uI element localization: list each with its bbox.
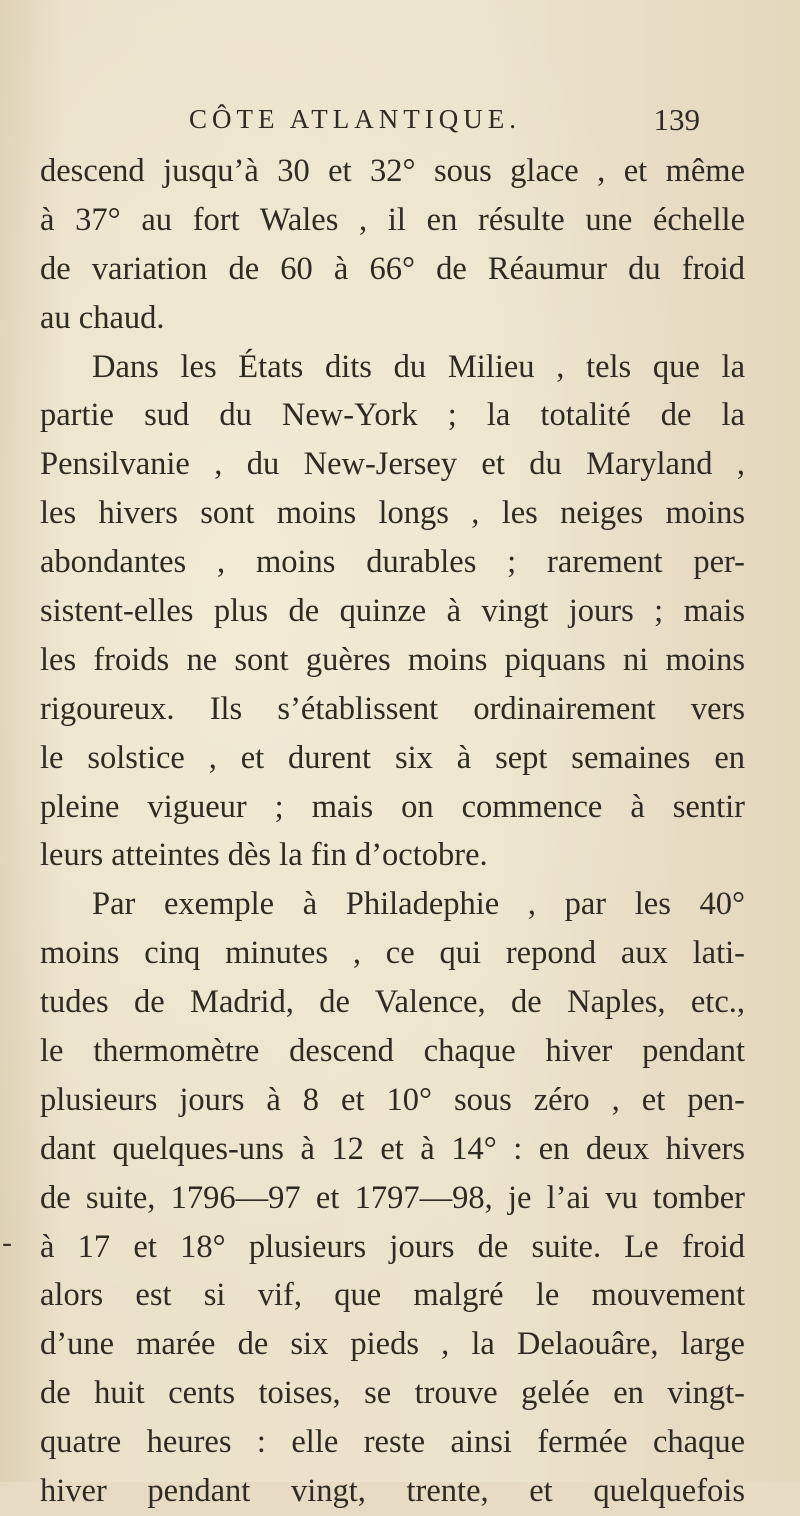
text-line: partie sud du New-York ; la totalité de la xyxy=(40,397,745,434)
paragraph-end-line: au chaud. xyxy=(40,299,165,336)
body-text xyxy=(40,147,745,1516)
text-line: de variation de 60 à 66° de Réaumur du froid xyxy=(40,250,745,287)
text-line: de suite, 1796—97 et 1797—98, je l’ai vu tomber xyxy=(40,1179,745,1216)
margin-mark: - xyxy=(2,1226,12,1259)
text-line: moins cinq minutes , ce qui repond aux lati- xyxy=(40,935,745,972)
running-title: CÔTE ATLANTIQUE. xyxy=(189,104,521,134)
text-line: tudes de Madrid, de Valence, de Naples, etc., xyxy=(40,984,745,1021)
page-number: 139 xyxy=(653,102,700,137)
text-line: Pensilvanie , du New-Jersey et du Maryland , xyxy=(40,446,745,483)
running-head xyxy=(140,100,700,140)
text-line: à 17 et 18° plusieurs jours de suite. Le froid xyxy=(40,1228,745,1265)
text-line: le solstice , et durent six à sept semaines en xyxy=(40,739,745,776)
text-line: les hivers sont moins longs , les neiges moins xyxy=(40,495,745,532)
text-line: alors est si vif, que malgré le mouvement xyxy=(40,1277,745,1314)
paragraph-start-line: Dans les États dits du Milieu , tels que la xyxy=(92,348,745,385)
text-line: plusieurs jours à 8 et 10° sous zéro , et pen- xyxy=(40,1081,745,1118)
text-line: descend jusqu’à 30 et 32° sous glace , et même xyxy=(40,153,745,189)
text-line: le thermomètre descend chaque hiver pendant xyxy=(40,1033,745,1070)
text-line: abondantes , moins durables ; rarement per- xyxy=(40,544,745,581)
text-line: pleine vigueur ; mais on commence à sentir xyxy=(40,788,745,825)
text-line: à 37° au fort Wales , il en résulte une échelle xyxy=(40,201,745,238)
text-line: d’une marée de six pieds , la Delaouâre, large xyxy=(40,1326,745,1363)
text-line: hiver pendant vingt, trente, et quelquefois xyxy=(40,1473,745,1510)
paragraph-end-line: leurs atteintes dès la fin d’octobre. xyxy=(40,837,488,874)
paragraph-start-line: Par exemple à Philadephie , par les 40° xyxy=(92,886,745,923)
text-line: dant quelques-uns à 12 et à 14° : en deux hivers xyxy=(40,1130,745,1167)
text-line: rigoureux. Ils s’établissent ordinairement vers xyxy=(40,690,745,727)
text-line: de huit cents toises, se trouve gelée en vingt- xyxy=(40,1375,745,1412)
text-line: les froids ne sont guères moins piquans ni moins xyxy=(40,641,745,678)
text-line: sistent-elles plus de quinze à vingt jours ; mais xyxy=(40,593,745,630)
text-line: quatre heures : elle reste ainsi fermée chaque xyxy=(40,1424,745,1461)
